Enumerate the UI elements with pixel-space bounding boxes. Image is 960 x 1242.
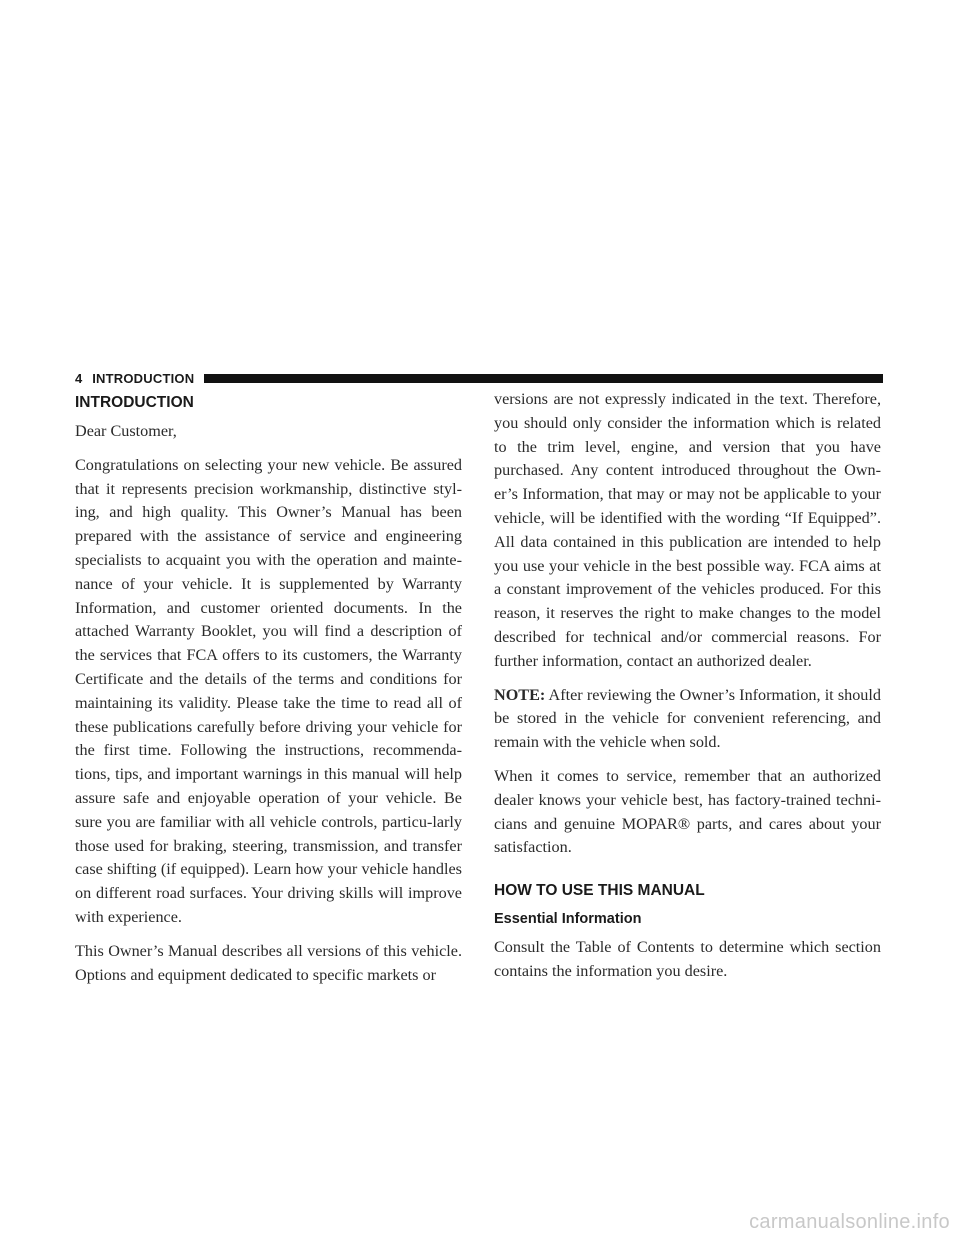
versions-paragraph: This Owner’s Manual describes all versions of this vehicle. Options and equipment dedicated to specific markets or [75, 941, 462, 984]
service-paragraph: When it comes to service, remember that an authorized dealer knows your vehicle best, has factory-trained techni-cians and genuine MOPAR® parts, and cares about your satisfaction. [494, 766, 881, 857]
note-text: After reviewing the Owner’s Information, it should be stored in the vehicle for convenient referencing, and remain with the vehicle when sold. [494, 685, 881, 752]
how-to-use-heading: HOW TO USE THIS MANUAL [494, 882, 705, 900]
intro-paragraph: Congratulations on selecting your new vehicle. Be assured that it represents precision workmanship, distinctive styl-ing, and high quality. This Owner’s Manual has been prepared with the assistance of service and engineering specialists to acquaint you with the operation and mainte-nance of your vehicle. It is supplemented by Warranty Information, and customer oriented documents. In the attached Warranty Booklet, you will find a description of the services that FCA offers to its customers, the Warranty Certificate and the details of the terms and conditions for maintaining its validity. Please take the time to read all of these publications carefully before driving your vehicle for the first time. Following the instructions, recommenda-tions, tips, and important warnings in this manual will help assure safe and enjoyable operation of your vehicle. Be sure you are familiar with all vehicle controls, particu-larly those used for braking, steering, transmission, and transfer case shifting (if equipped). Learn how your vehicle handles on different road surfaces. Your driving skills will improve with experience. [75, 455, 462, 926]
page-number: 4 [75, 370, 83, 386]
note-paragraph [494, 684, 881, 755]
right-column [494, 388, 881, 994]
header-rule [204, 374, 883, 383]
greeting: Dear Customer, [75, 422, 177, 440]
introduction-heading: INTRODUCTION [75, 394, 194, 411]
toc-paragraph: Consult the Table of Contents to determine which section contains the information you desire. [494, 938, 881, 980]
running-section-title: INTRODUCTION [92, 370, 195, 386]
note-label: NOTE: [494, 685, 546, 704]
watermark: carmanualsonline.info [749, 1211, 950, 1233]
essential-information-heading: Essential Information [494, 911, 642, 928]
versions-paragraph-continued: versions are not expressly indicated in the text. Therefore, you should only consider the information which is related to the trim level, engine, and version that you have purchased. Any content introduced throughout the Own-er’s Information, that may or may not be applicable to your vehicle, will be identified with the wording “If Equipped”. All data contained in this publication are intended to help you use your vehicle in the best possible way. FCA aims at a constant improvement of the vehicles produced. For this reason, it reserves the right to make changes to the model described for technical and/or commercial reasons. For further information, contact an authorized dealer. [494, 390, 881, 670]
left-column [75, 392, 462, 997]
page-header [75, 370, 883, 386]
